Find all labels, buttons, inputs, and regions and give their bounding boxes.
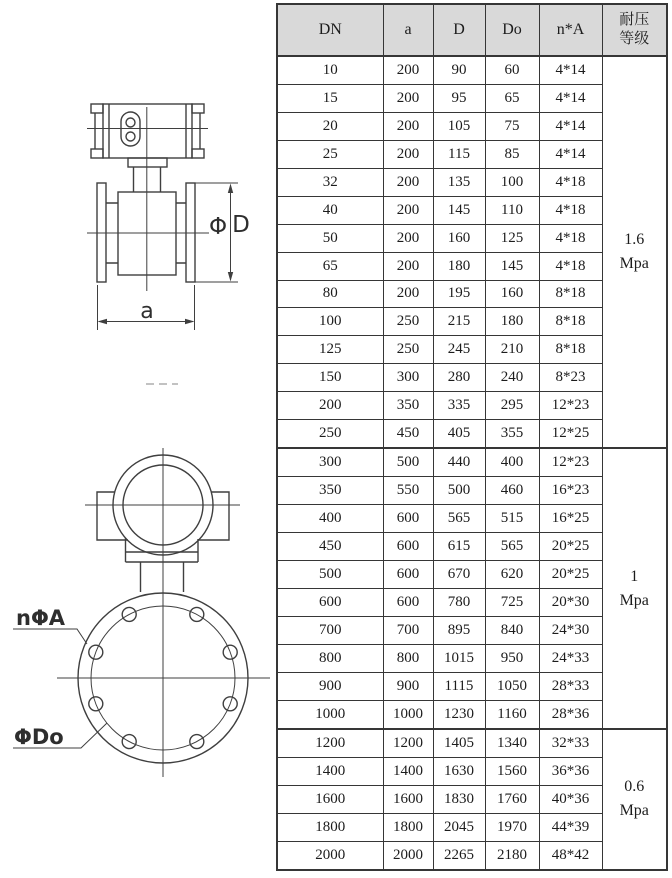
dim-a-arrow-right [185,319,195,324]
table-cell: 8*18 [539,280,602,308]
table-cell: 150 [277,364,383,392]
table-cell: 1400 [383,757,433,785]
table-cell: 4*14 [539,85,602,113]
table-cell: 900 [277,672,383,700]
table-cell: 44*39 [539,813,602,841]
dim-d-arrow-top [228,184,233,194]
table-cell: 1200 [277,729,383,758]
table-cell: 2000 [383,841,433,870]
table-cell: 25 [277,140,383,168]
converter-cap-right [186,104,200,158]
pressure-header-line2: 等级 [619,31,650,47]
table-cell: 600 [277,589,383,617]
table-cell: 350 [277,477,383,505]
table-cell: 24*30 [539,616,602,644]
table-cell: 160 [485,280,539,308]
pressure-value: 1.6 [624,231,645,249]
dim-phi-label: Φ [208,214,228,240]
pressure-header-line1: 耐压 [619,12,650,29]
column-header-na: n*A [539,4,602,56]
pressure-value: 0.6 [624,778,645,796]
table-cell: 1230 [433,700,485,729]
table-cell: 355 [485,420,539,449]
table-cell: 200 [383,224,433,252]
table-cell: 1000 [277,700,383,729]
table-cell: 200 [383,56,433,85]
table-cell: 32 [277,168,383,196]
column-header-dn: DN [277,4,383,56]
table-cell: 840 [485,616,539,644]
table-cell: 24*33 [539,644,602,672]
table-cell: 4*14 [539,140,602,168]
table-cell: 105 [433,113,485,141]
table-cell: 48*42 [539,841,602,870]
converter-tab-top-left [91,104,103,113]
table-cell: 180 [485,308,539,336]
table-cell: 600 [383,561,433,589]
table-cell: 670 [433,561,485,589]
table-cell: 200 [383,140,433,168]
column-header-a: a [383,4,433,56]
table-cell: 80 [277,280,383,308]
neck-flange [128,158,167,167]
table-cell: 240 [485,364,539,392]
table-cell: 500 [383,448,433,477]
table-cell: 200 [383,280,433,308]
table-cell: 725 [485,589,539,617]
table-cell: 460 [485,477,539,505]
table-cell: 550 [383,477,433,505]
table-cell: 4*18 [539,224,602,252]
table-cell: 250 [383,336,433,364]
bolt-holes-label: nΦA [16,606,66,630]
table-cell: 115 [433,140,485,168]
table-cell: 40 [277,196,383,224]
pressure-rating-cell [602,56,667,448]
table-cell: 210 [485,336,539,364]
table-cell: 1050 [485,672,539,700]
table-cell: 600 [383,505,433,533]
dim-d-label: D [232,212,250,238]
table-cell: 75 [485,113,539,141]
side-view-drawing [87,104,250,384]
pressure-value: 1 [630,567,639,585]
table-cell: 900 [383,672,433,700]
table-cell: 4*14 [539,113,602,141]
table-cell: 4*18 [539,252,602,280]
dim-d-arrow-bottom [228,272,233,282]
pressure-unit: Mpa [619,802,649,820]
table-cell: 20 [277,113,383,141]
table-cell: 565 [433,505,485,533]
table-cell: 1400 [277,757,383,785]
table-cell: 95 [433,85,485,113]
table-cell: 200 [383,85,433,113]
table-cell: 20*25 [539,561,602,589]
table-cell: 440 [433,448,485,477]
table-cell: 65 [277,252,383,280]
dim-a-arrow-left [98,319,108,324]
table-cell: 700 [383,616,433,644]
table-cell: 1600 [383,785,433,813]
table-cell: 90 [433,56,485,85]
table-cell: 1600 [277,785,383,813]
table-cell: 515 [485,505,539,533]
table-cell: 1115 [433,672,485,700]
table-cell: 950 [485,644,539,672]
table-cell: 1970 [485,813,539,841]
table-cell: 400 [277,505,383,533]
table-cell: 350 [383,392,433,420]
table-row [277,56,667,85]
table-cell: 565 [485,533,539,561]
table-cell: 15 [277,85,383,113]
table-cell: 245 [433,336,485,364]
table-cell: 8*18 [539,336,602,364]
table-cell: 65 [485,85,539,113]
table-cell: 1560 [485,757,539,785]
terminal-screw-top [126,118,135,127]
flowmeter-drawings [0,0,277,878]
table-cell: 160 [433,224,485,252]
neck-plate [126,538,199,562]
front-view-drawing [13,448,270,777]
table-cell: 125 [277,336,383,364]
table-cell: 32*33 [539,729,602,758]
table-cell: 250 [383,308,433,336]
column-header-pressure-rating [602,4,667,56]
header-row [277,4,667,56]
table-cell: 12*25 [539,420,602,449]
table-cell: 780 [433,589,485,617]
table-cell: 215 [433,308,485,336]
converter-housing [103,104,192,158]
table-cell: 110 [485,196,539,224]
table-cell: 200 [383,113,433,141]
table-cell: 1160 [485,700,539,729]
table-cell: 405 [433,420,485,449]
column-header-do: Do [485,4,539,56]
table-cell: 20*30 [539,589,602,617]
table-cell: 28*36 [539,700,602,729]
table-cell: 60 [485,56,539,85]
table-cell: 28*33 [539,672,602,700]
terminal-screw-bottom [126,132,135,141]
dim-a-label: a [140,299,154,324]
table-cell: 4*18 [539,168,602,196]
pressure-unit: Mpa [619,255,649,273]
table-cell: 400 [485,448,539,477]
table-cell: 1800 [383,813,433,841]
table-cell: 500 [433,477,485,505]
table-cell: 20*25 [539,533,602,561]
table-cell: 2265 [433,841,485,870]
table-cell: 1200 [383,729,433,758]
table-cell: 800 [383,644,433,672]
table-cell: 145 [485,252,539,280]
table-cell: 250 [277,420,383,449]
table-cell: 8*18 [539,308,602,336]
table-cell: 1760 [485,785,539,813]
table-cell: 1340 [485,729,539,758]
table-cell: 895 [433,616,485,644]
bolt-holes-leader [13,629,87,644]
table-cell: 4*18 [539,196,602,224]
table-cell: 200 [383,252,433,280]
table-cell: 135 [433,168,485,196]
table-cell: 1830 [433,785,485,813]
table-cell: 2000 [277,841,383,870]
table-cell: 700 [277,616,383,644]
table-cell: 2180 [485,841,539,870]
table-cell: 195 [433,280,485,308]
column-header-d: D [433,4,485,56]
table-cell: 36*36 [539,757,602,785]
table-cell: 600 [383,533,433,561]
table-cell: 280 [433,364,485,392]
table-cell: 4*14 [539,56,602,85]
table-cell: 40*36 [539,785,602,813]
table-cell: 1630 [433,757,485,785]
table-cell: 12*23 [539,448,602,477]
pressure-rating-cell [602,729,667,870]
table-cell: 295 [485,392,539,420]
converter-tab-bottom-right [192,149,204,158]
table-cell: 1405 [433,729,485,758]
table-row [277,448,667,477]
table-cell: 200 [383,196,433,224]
table-cell: 620 [485,561,539,589]
table-cell: 180 [433,252,485,280]
bolt-circle-label: ΦDo [14,725,64,749]
table-cell: 335 [433,392,485,420]
converter-tab-top-right [192,104,204,113]
table-cell: 600 [383,589,433,617]
table-cell: 1800 [277,813,383,841]
table-cell: 300 [383,364,433,392]
table-cell: 200 [383,168,433,196]
table-cell: 16*25 [539,505,602,533]
table-cell: 100 [277,308,383,336]
table-cell: 1000 [383,700,433,729]
converter-tab-bottom-left [91,149,103,158]
pressure-unit: Mpa [619,591,649,609]
table-cell: 16*23 [539,477,602,505]
table-cell: 450 [383,420,433,449]
table-cell: 300 [277,448,383,477]
table-cell: 145 [433,196,485,224]
pressure-rating-cell [602,448,667,729]
table-cell: 10 [277,56,383,85]
table-cell: 450 [277,533,383,561]
dimension-table [276,3,668,871]
table-cell: 1015 [433,644,485,672]
table-cell: 50 [277,224,383,252]
table-cell: 12*23 [539,392,602,420]
table-cell: 85 [485,140,539,168]
table-cell: 615 [433,533,485,561]
table-cell: 200 [277,392,383,420]
table-cell: 500 [277,561,383,589]
table-cell: 800 [277,644,383,672]
table-cell: 125 [485,224,539,252]
table-cell: 8*23 [539,364,602,392]
table-cell: 100 [485,168,539,196]
converter-cap-left [95,104,109,158]
table-row [277,729,667,758]
table-cell: 2045 [433,813,485,841]
neck-tube-front [141,562,184,592]
